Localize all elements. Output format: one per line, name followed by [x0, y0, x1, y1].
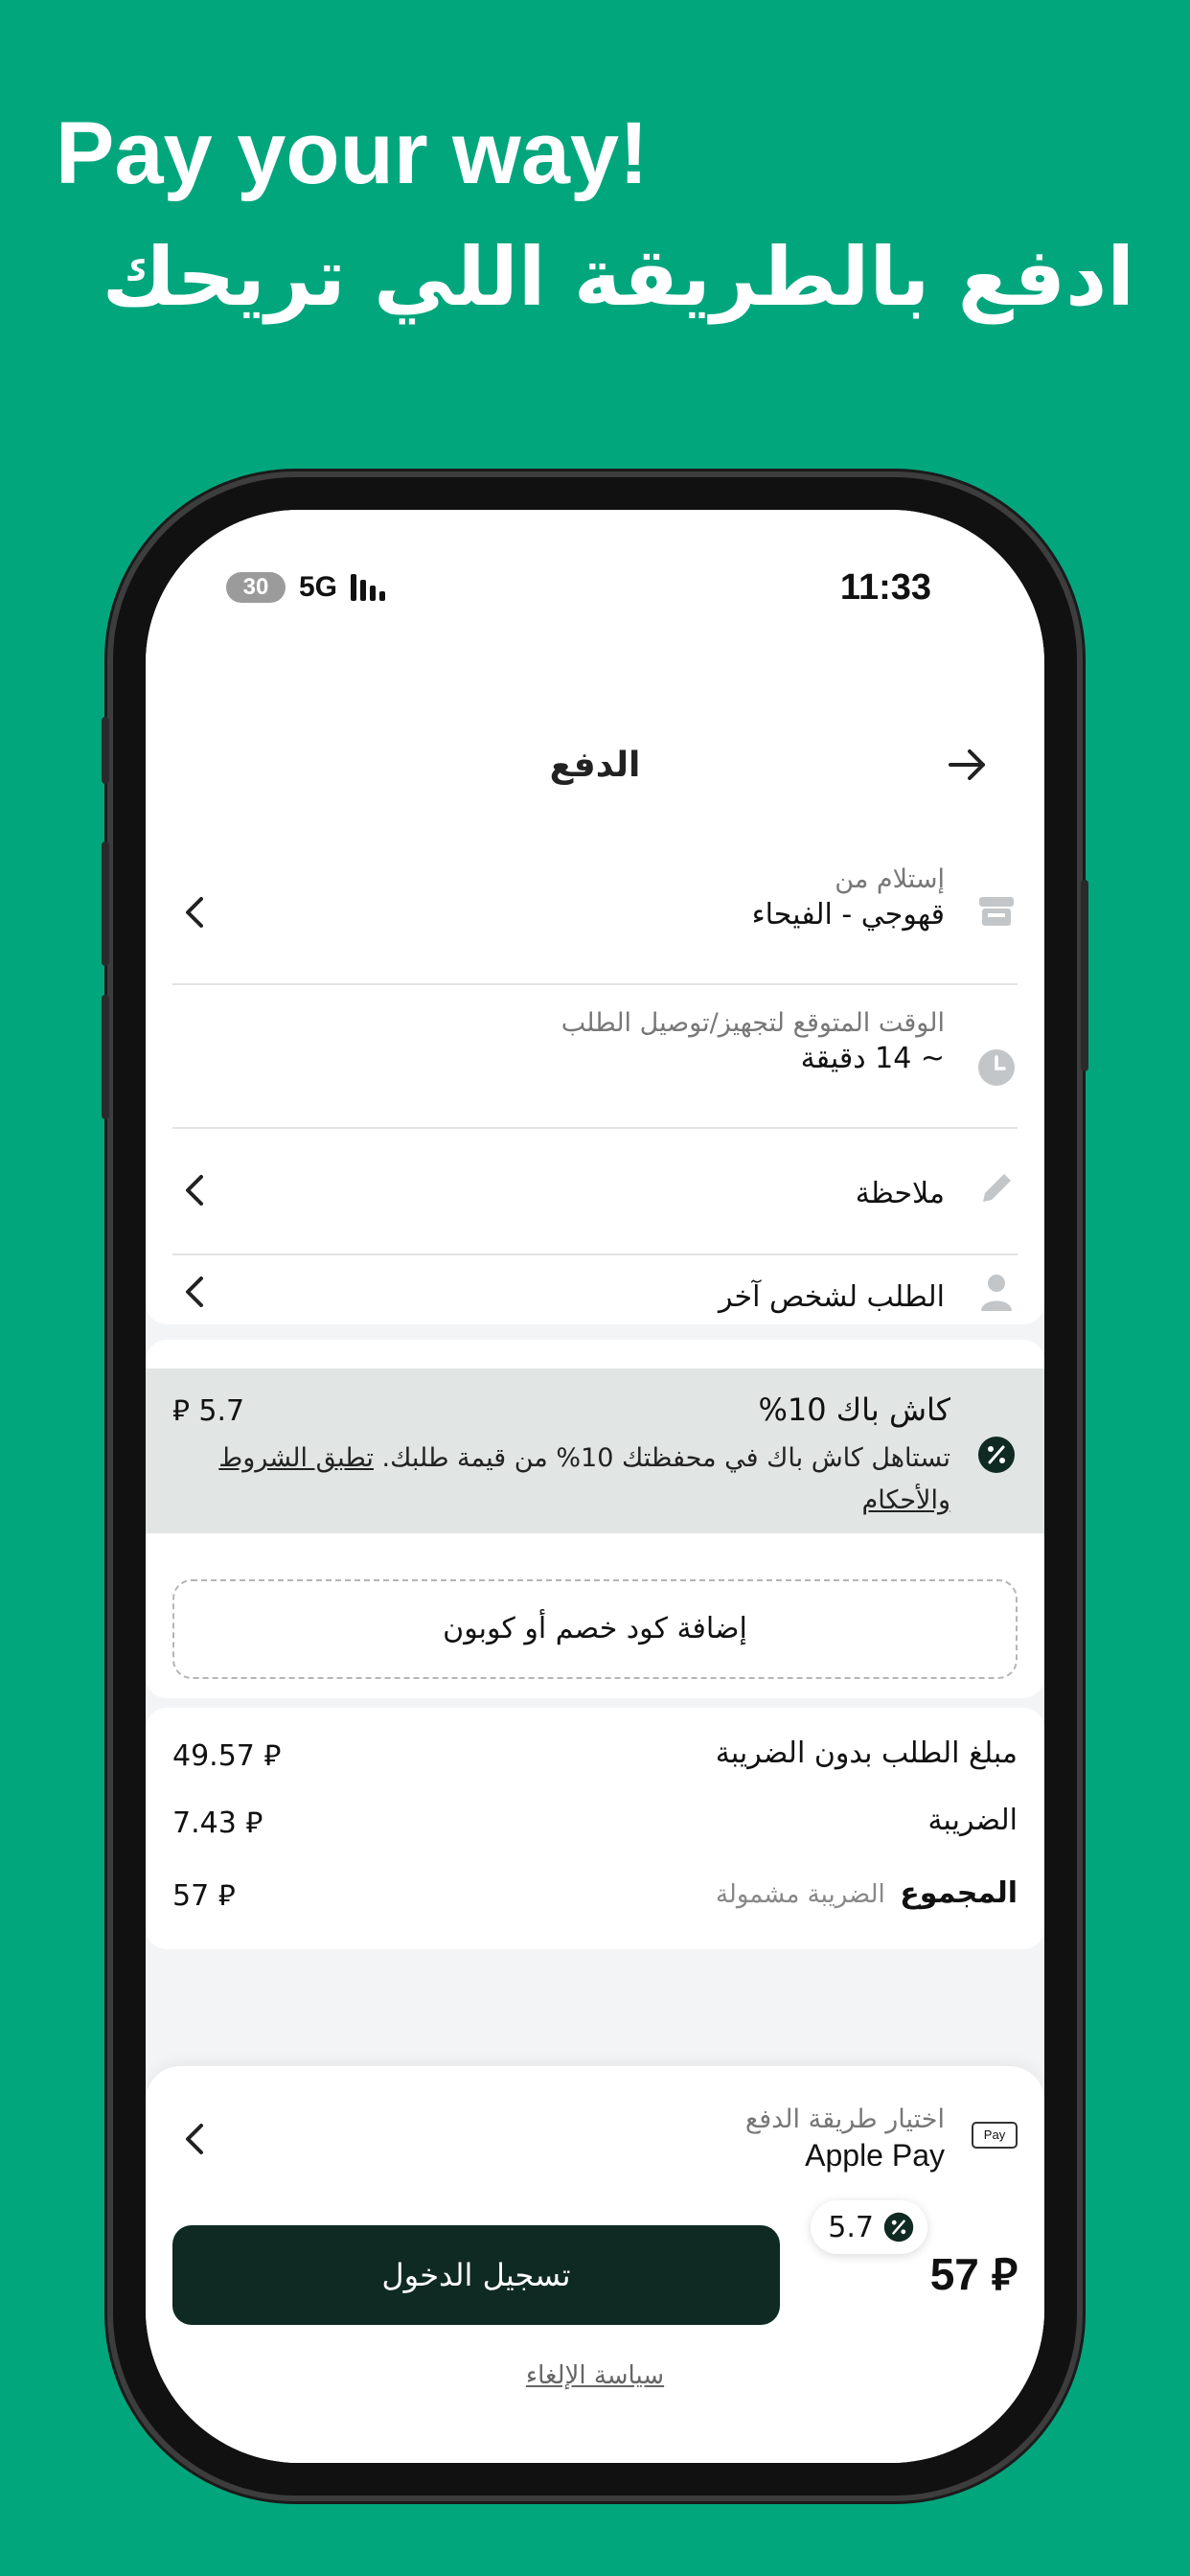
- phone-screen: [146, 510, 1044, 2463]
- login-button[interactable]: تسجيل الدخول: [172, 2225, 780, 2325]
- add-coupon-button[interactable]: إضافة كود خصم أو كوبون: [172, 1579, 1018, 1679]
- divider: [172, 983, 1018, 985]
- terms-link[interactable]: تطبق الشروط والأحكام: [218, 1443, 950, 1515]
- total-value: 57 ⃁: [172, 1879, 236, 1913]
- divider: [172, 1127, 1018, 1129]
- cashback-pill: [811, 2200, 927, 2254]
- tax-label: الضريبة: [927, 1804, 1018, 1837]
- phone-side-button: [102, 717, 109, 784]
- battery-indicator: 30: [226, 572, 286, 603]
- cashback-description: [203, 1438, 950, 1522]
- cashback-amount: 5.7 ⃁: [172, 1394, 245, 1428]
- pickup-label: إستلام من: [835, 864, 945, 894]
- clock-icon: [975, 1046, 1018, 1089]
- hero-title-ar: ادفع بالطريقة اللي تريحك: [102, 230, 1134, 324]
- order-details-card: [146, 654, 1044, 1324]
- phone-volume-up: [102, 841, 109, 966]
- payment-method-label: اختيار طريقة الدفع: [744, 2104, 945, 2134]
- cashback-pill-value: 5.7: [828, 2210, 874, 2244]
- cashback-description-text: تستاهل كاش باك في محفظتك 10% من قيمة طلبك.: [381, 1443, 950, 1473]
- chevron-left-icon: [180, 1171, 209, 1209]
- eta-value: ~ 14 دقيقة: [800, 1042, 945, 1075]
- payment-sheet: [146, 2066, 1044, 2463]
- page-title: الدفع: [549, 746, 641, 785]
- apple-pay-badge-text: Pay: [983, 2128, 1006, 2142]
- signal-bars-icon: [351, 574, 385, 601]
- network-label: 5G: [299, 571, 338, 603]
- cashback-title: كاش باك 10%: [758, 1392, 950, 1428]
- subtotal-row: [172, 1736, 1018, 1779]
- payment-total: 57 ⃁: [929, 2249, 1018, 2299]
- cancel-policy-link[interactable]: سياسة الإلغاء: [525, 2361, 665, 2390]
- chevron-left-icon[interactable]: [180, 2120, 209, 2158]
- subtotal-label: مبلغ الطلب بدون الضريبة: [715, 1736, 1018, 1770]
- cashback-card: [146, 1340, 1044, 1698]
- subtotal-value: 49.57 ⃁: [172, 1739, 282, 1773]
- apple-pay-icon: [972, 2122, 1018, 2149]
- chevron-left-icon: [180, 893, 209, 932]
- store-icon: [975, 889, 1018, 932]
- cashback-banner: [146, 1368, 1044, 1533]
- pickup-value: قهوجي - الفيحاء: [751, 898, 945, 932]
- tax-row: [172, 1804, 1018, 1846]
- percent-badge-icon: [883, 2212, 914, 2242]
- order-summary-card: [146, 1708, 1044, 1949]
- chevron-left-icon: [180, 1273, 209, 1311]
- pickup-row[interactable]: [172, 864, 1018, 960]
- order-for-other-label: الطلب لشخص آخر: [718, 1280, 945, 1314]
- eta-row: [172, 1008, 1018, 1104]
- percent-badge-icon: [977, 1436, 1016, 1474]
- total-tax-note: الضريبة مشمولة: [715, 1880, 885, 1909]
- hero-title-en: Pay your way!: [56, 104, 649, 202]
- total-label: المجموع: [900, 1876, 1018, 1910]
- phone-frame: [113, 477, 1077, 2496]
- note-label: ملاحظة: [855, 1177, 945, 1210]
- arrow-right-icon[interactable]: [945, 742, 991, 788]
- order-for-other-row[interactable]: [172, 1257, 1018, 1324]
- phone-volume-down: [102, 995, 109, 1119]
- tax-value: 7.43 ⃁: [172, 1806, 263, 1840]
- phone-power-button: [1081, 880, 1088, 1071]
- status-time: 11:33: [839, 567, 931, 608]
- status-bar: [146, 510, 1044, 654]
- eta-label: الوقت المتوقع لتجهيز/توصيل الطلب: [561, 1008, 945, 1038]
- pencil-icon: [975, 1167, 1018, 1209]
- payment-method-selector[interactable]: [745, 2104, 945, 2174]
- total-row: [172, 1876, 1018, 1919]
- payment-method-value: Apple Pay: [805, 2138, 945, 2173]
- divider: [172, 1254, 1018, 1255]
- person-icon: [975, 1271, 1018, 1313]
- note-row[interactable]: [172, 1160, 1018, 1227]
- total-label-group: [716, 1876, 1018, 1910]
